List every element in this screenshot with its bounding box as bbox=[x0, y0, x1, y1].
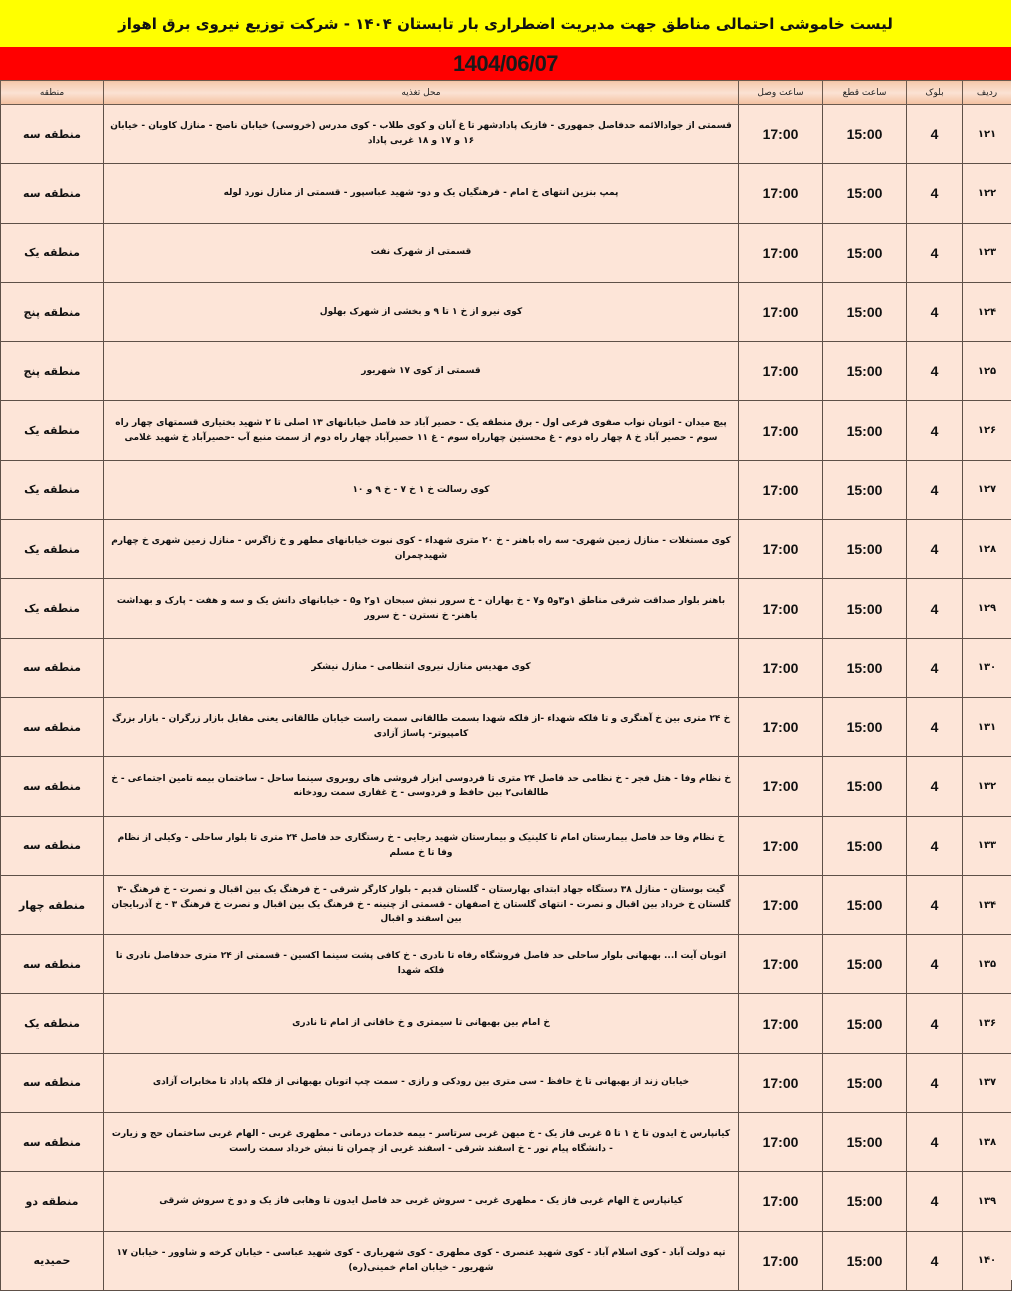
column-header-block: بلوک bbox=[907, 81, 963, 105]
block-cell: 4 bbox=[907, 164, 963, 223]
table-body bbox=[1, 105, 1012, 1291]
reconnect-time-cell: 17:00 bbox=[739, 994, 823, 1053]
table-row bbox=[1, 460, 1012, 519]
cut-time-cell: 15:00 bbox=[823, 1172, 907, 1231]
reconnect-time-cell: 17:00 bbox=[739, 105, 823, 164]
cut-time-cell: 15:00 bbox=[823, 579, 907, 638]
reconnect-time-cell: 17:00 bbox=[739, 342, 823, 401]
region-cell: منطقه سه bbox=[1, 1053, 104, 1112]
column-header-location: محل تغذیه bbox=[104, 81, 739, 105]
region-cell: منطقه یک bbox=[1, 401, 104, 460]
cut-time-cell: 15:00 bbox=[823, 282, 907, 341]
block-cell: 4 bbox=[907, 875, 963, 934]
outage-table bbox=[0, 80, 1012, 1291]
location-cell: اتوبان آیت ا... بهبهانی بلوار ساحلی حد فاصل فروشگاه رفاه تا نادری - خ کافی پشت سینما اکسین - قسمتی از ۲۴ متری حدفاصل نادری تا فلکه شهدا bbox=[104, 935, 739, 994]
region-cell: منطقه یک bbox=[1, 520, 104, 579]
table-row bbox=[1, 520, 1012, 579]
region-cell: منطقه سه bbox=[1, 697, 104, 756]
row-number-cell: ۱۳۲ bbox=[963, 757, 1012, 816]
location-cell: کوی مهدیس منازل نیروی انتظامی - منازل نیشکر bbox=[104, 638, 739, 697]
reconnect-time-cell: 17:00 bbox=[739, 164, 823, 223]
region-cell: منطقه سه bbox=[1, 1113, 104, 1172]
reconnect-time-cell: 17:00 bbox=[739, 1231, 823, 1290]
cut-time-cell: 15:00 bbox=[823, 1113, 907, 1172]
cut-time-cell: 15:00 bbox=[823, 223, 907, 282]
region-cell: منطقه چهار bbox=[1, 875, 104, 934]
region-cell: منطقه سه bbox=[1, 816, 104, 875]
location-cell: پمپ بنزین انتهای خ امام - فرهنگیان یک و دو- شهید عباسپور - قسمتی از منازل نورد لوله bbox=[104, 164, 739, 223]
location-cell: پیچ میدان - اتوبان نواب صفوی فرعی اول - برق منطقه یک - حصیر آباد حد فاصل خیابانهای ۱۳ اصلی تا ۲ شهید بختیاری قسمتهای چهار راه سوم - حصیر آباد خ ۸ چهار راه دوم - غ محسنین چهارراه سوم - غ ۱۱ حصیرآباد چهار راه دوم از سمت منبع آب -حصیرآباد خ شهید غلامی bbox=[104, 401, 739, 460]
location-cell: کیانپارس خ الهام غربی فاز یک - مطهری غربی - سروش غربی حد فاصل ایدون تا وهابی فاز یک و دو خ سروش شرقی bbox=[104, 1172, 739, 1231]
location-cell: قسمتی از جوادالائمه حدفاصل جمهوری - فازیک پادادشهر تا غ آبان و کوی طلاب - کوی مدرس (خروسی) خیابان ناصح - منازل کاویان - خیابان ۱۶ و ۱۷ و ۱۸ غربی پاداد bbox=[104, 105, 739, 164]
region-cell: حمیدیه bbox=[1, 1231, 104, 1290]
block-cell: 4 bbox=[907, 342, 963, 401]
table-row bbox=[1, 1053, 1012, 1112]
region-cell: منطقه سه bbox=[1, 757, 104, 816]
region-cell: منطقه سه bbox=[1, 935, 104, 994]
region-cell: منطقه سه bbox=[1, 164, 104, 223]
region-cell: منطقه پنج bbox=[1, 342, 104, 401]
block-cell: 4 bbox=[907, 935, 963, 994]
reconnect-time-cell: 17:00 bbox=[739, 935, 823, 994]
cut-time-cell: 15:00 bbox=[823, 697, 907, 756]
column-header-row: ردیف bbox=[963, 81, 1012, 105]
reconnect-time-cell: 17:00 bbox=[739, 282, 823, 341]
reconnect-time-cell: 17:00 bbox=[739, 520, 823, 579]
block-cell: 4 bbox=[907, 697, 963, 756]
table-row bbox=[1, 757, 1012, 816]
table-header-row bbox=[1, 81, 1012, 105]
cut-time-cell: 15:00 bbox=[823, 994, 907, 1053]
block-cell: 4 bbox=[907, 223, 963, 282]
location-cell: کوی مستغلات - منازل زمین شهری- سه راه باهنر - خ ۲۰ متری شهداء - کوی نبوت خیابانهای مطهر و خ زاگرس - منازل زمین شهری خ چهارم شهیدچمران bbox=[104, 520, 739, 579]
column-header-region: منطقه bbox=[1, 81, 104, 105]
table-row bbox=[1, 579, 1012, 638]
row-number-cell: ۱۲۵ bbox=[963, 342, 1012, 401]
block-cell: 4 bbox=[907, 460, 963, 519]
location-cell: تپه دولت آباد - کوی اسلام آباد - کوی شهید عنصری - کوی مطهری - کوی شهریاری - کوی شهید عباسی - خیابان کرخه و شاوور - خیابان ۱۷ شهریور - خیابان امام خمینی(ره) bbox=[104, 1231, 739, 1290]
location-cell: کیانپارس خ ایدون تا خ ۱ تا ۵ غربی فاز یک - خ میهن غربی سرتاسر - بیمه خدمات درمانی - مطهری غربی - الهام غربی ساختمان حج و زیارت - دانشگاه پیام نور - خ اسفند شرقی - اسفند غربی از چمران تا نبش خرداد سمت راست bbox=[104, 1113, 739, 1172]
block-cell: 4 bbox=[907, 757, 963, 816]
row-number-cell: ۱۳۸ bbox=[963, 1113, 1012, 1172]
cut-time-cell: 15:00 bbox=[823, 401, 907, 460]
page-edge bbox=[1011, 0, 1016, 1280]
reconnect-time-cell: 17:00 bbox=[739, 401, 823, 460]
region-cell: منطقه دو bbox=[1, 1172, 104, 1231]
column-header-cut-time: ساعت قطع bbox=[823, 81, 907, 105]
location-cell: خ امام بین بهبهانی تا سیمتری و خ خاقانی از امام تا نادری bbox=[104, 994, 739, 1053]
region-cell: منطقه یک bbox=[1, 579, 104, 638]
row-number-cell: ۱۳۷ bbox=[963, 1053, 1012, 1112]
block-cell: 4 bbox=[907, 1113, 963, 1172]
row-number-cell: ۱۲۳ bbox=[963, 223, 1012, 282]
block-cell: 4 bbox=[907, 282, 963, 341]
row-number-cell: ۱۲۸ bbox=[963, 520, 1012, 579]
region-cell: منطقه یک bbox=[1, 994, 104, 1053]
location-cell: خ نظام وفا - هتل فجر - خ نظامی حد فاصل ۲۴ متری تا فردوسی ابزار فروشی های روبروی سینما ساحل - ساختمان بیمه تامین اجتماعی - خ طالقانی۲ بین حافظ و فردوسی - خ غفاری سمت رودخانه bbox=[104, 757, 739, 816]
row-number-cell: ۱۳۵ bbox=[963, 935, 1012, 994]
row-number-cell: ۱۳۱ bbox=[963, 697, 1012, 756]
reconnect-time-cell: 17:00 bbox=[739, 757, 823, 816]
location-cell: باهنر بلوار صداقت شرقی مناطق ۱و۳و۵ و۷ - خ بهاران - خ سرور نبش سبحان ۱و۲ و۵ - خیابانهای دانش یک و سه و هفت - پارک و بهداشت باهنر- خ نسترن - خ سرور bbox=[104, 579, 739, 638]
reconnect-time-cell: 17:00 bbox=[739, 875, 823, 934]
cut-time-cell: 15:00 bbox=[823, 520, 907, 579]
column-header-reconnect-time: ساعت وصل bbox=[739, 81, 823, 105]
reconnect-time-cell: 17:00 bbox=[739, 1113, 823, 1172]
schedule-date: 1404/06/07 bbox=[0, 47, 1011, 80]
block-cell: 4 bbox=[907, 1172, 963, 1231]
cut-time-cell: 15:00 bbox=[823, 1231, 907, 1290]
region-cell: منطقه سه bbox=[1, 105, 104, 164]
row-number-cell: ۱۳۹ bbox=[963, 1172, 1012, 1231]
reconnect-time-cell: 17:00 bbox=[739, 223, 823, 282]
block-cell: 4 bbox=[907, 579, 963, 638]
row-number-cell: ۱۲۴ bbox=[963, 282, 1012, 341]
row-number-cell: ۱۲۲ bbox=[963, 164, 1012, 223]
location-cell: خ ۲۴ متری بین خ آهنگری و تا فلکه شهداء -از فلکه شهدا بسمت طالقانی سمت راست خیابان طالقانی یعنی مقابل بازار زرگران - بازار بزرگ کامپیوتر- پاساژ آزادی bbox=[104, 697, 739, 756]
location-cell: کوی نیرو از خ ۱ تا ۹ و بخشی از شهرک بهلول bbox=[104, 282, 739, 341]
reconnect-time-cell: 17:00 bbox=[739, 579, 823, 638]
table-row bbox=[1, 223, 1012, 282]
row-number-cell: ۱۴۰ bbox=[963, 1231, 1012, 1290]
location-cell: قسمتی از کوی ۱۷ شهریور bbox=[104, 342, 739, 401]
location-cell: خ نظام وفا حد فاصل بیمارستان امام تا کلینیک و بیمارستان شهید رجایی - خ رستگاری حد فاصل ۲۴ متری تا بلوار ساحلی - وکیلی از نظام وفا تا خ مسلم bbox=[104, 816, 739, 875]
table-row bbox=[1, 816, 1012, 875]
cut-time-cell: 15:00 bbox=[823, 164, 907, 223]
region-cell: منطقه یک bbox=[1, 223, 104, 282]
reconnect-time-cell: 17:00 bbox=[739, 638, 823, 697]
table-row bbox=[1, 1231, 1012, 1290]
row-number-cell: ۱۲۶ bbox=[963, 401, 1012, 460]
table-row bbox=[1, 105, 1012, 164]
table-row bbox=[1, 1172, 1012, 1231]
reconnect-time-cell: 17:00 bbox=[739, 816, 823, 875]
region-cell: منطقه یک bbox=[1, 460, 104, 519]
cut-time-cell: 15:00 bbox=[823, 1053, 907, 1112]
table-row bbox=[1, 638, 1012, 697]
row-number-cell: ۱۲۱ bbox=[963, 105, 1012, 164]
cut-time-cell: 15:00 bbox=[823, 935, 907, 994]
cut-time-cell: 15:00 bbox=[823, 816, 907, 875]
table-row bbox=[1, 697, 1012, 756]
block-cell: 4 bbox=[907, 1231, 963, 1290]
cut-time-cell: 15:00 bbox=[823, 638, 907, 697]
block-cell: 4 bbox=[907, 638, 963, 697]
block-cell: 4 bbox=[907, 401, 963, 460]
cut-time-cell: 15:00 bbox=[823, 460, 907, 519]
table-row bbox=[1, 994, 1012, 1053]
table-row bbox=[1, 935, 1012, 994]
row-number-cell: ۱۳۳ bbox=[963, 816, 1012, 875]
table-row bbox=[1, 282, 1012, 341]
row-number-cell: ۱۳۶ bbox=[963, 994, 1012, 1053]
page-title: لیست خاموشی احتمالی مناطق جهت مدیریت اضطراری بار تابستان ۱۴۰۴ - شرکت توزیع نیروی برق اهواز bbox=[0, 0, 1011, 48]
table-row bbox=[1, 164, 1012, 223]
block-cell: 4 bbox=[907, 520, 963, 579]
block-cell: 4 bbox=[907, 1053, 963, 1112]
block-cell: 4 bbox=[907, 105, 963, 164]
cut-time-cell: 15:00 bbox=[823, 342, 907, 401]
location-cell: خیابان زند از بهبهانی تا خ حافظ - سی متری بین رودکی و رازی - سمت چپ اتوبان بهبهانی از فلکه پاداد تا مخابرات آزادی bbox=[104, 1053, 739, 1112]
table-row bbox=[1, 1113, 1012, 1172]
row-number-cell: ۱۲۷ bbox=[963, 460, 1012, 519]
row-number-cell: ۱۲۹ bbox=[963, 579, 1012, 638]
table-row bbox=[1, 401, 1012, 460]
table-row bbox=[1, 342, 1012, 401]
reconnect-time-cell: 17:00 bbox=[739, 1053, 823, 1112]
cut-time-cell: 15:00 bbox=[823, 875, 907, 934]
table-row bbox=[1, 875, 1012, 934]
reconnect-time-cell: 17:00 bbox=[739, 460, 823, 519]
region-cell: منطقه سه bbox=[1, 638, 104, 697]
location-cell: گیت بوستان - منازل ۳۸ دستگاه جهاد ابتدای بهارستان - گلستان قدیم - بلوار کارگر شرقی - خ فرهنگ یک بین اقبال و نصرت - خ فرهنگ -۳ گلستان خ خرداد بین اقبال و نصرت - انتهای گلستان خ اصفهان - قسمتی از چنینه - خ فرهنگ یک بین اقبال و نصرت خ فرهنگ ۳ - خ آذربایجان بین اسفند و اقبال bbox=[104, 875, 739, 934]
reconnect-time-cell: 17:00 bbox=[739, 1172, 823, 1231]
reconnect-time-cell: 17:00 bbox=[739, 697, 823, 756]
cut-time-cell: 15:00 bbox=[823, 105, 907, 164]
location-cell: کوی رسالت خ ۱ خ ۷ - خ ۹ و ۱۰ bbox=[104, 460, 739, 519]
region-cell: منطقه پنج bbox=[1, 282, 104, 341]
row-number-cell: ۱۳۴ bbox=[963, 875, 1012, 934]
block-cell: 4 bbox=[907, 816, 963, 875]
location-cell: قسمتی از شهرک نفت bbox=[104, 223, 739, 282]
row-number-cell: ۱۳۰ bbox=[963, 638, 1012, 697]
block-cell: 4 bbox=[907, 994, 963, 1053]
cut-time-cell: 15:00 bbox=[823, 757, 907, 816]
